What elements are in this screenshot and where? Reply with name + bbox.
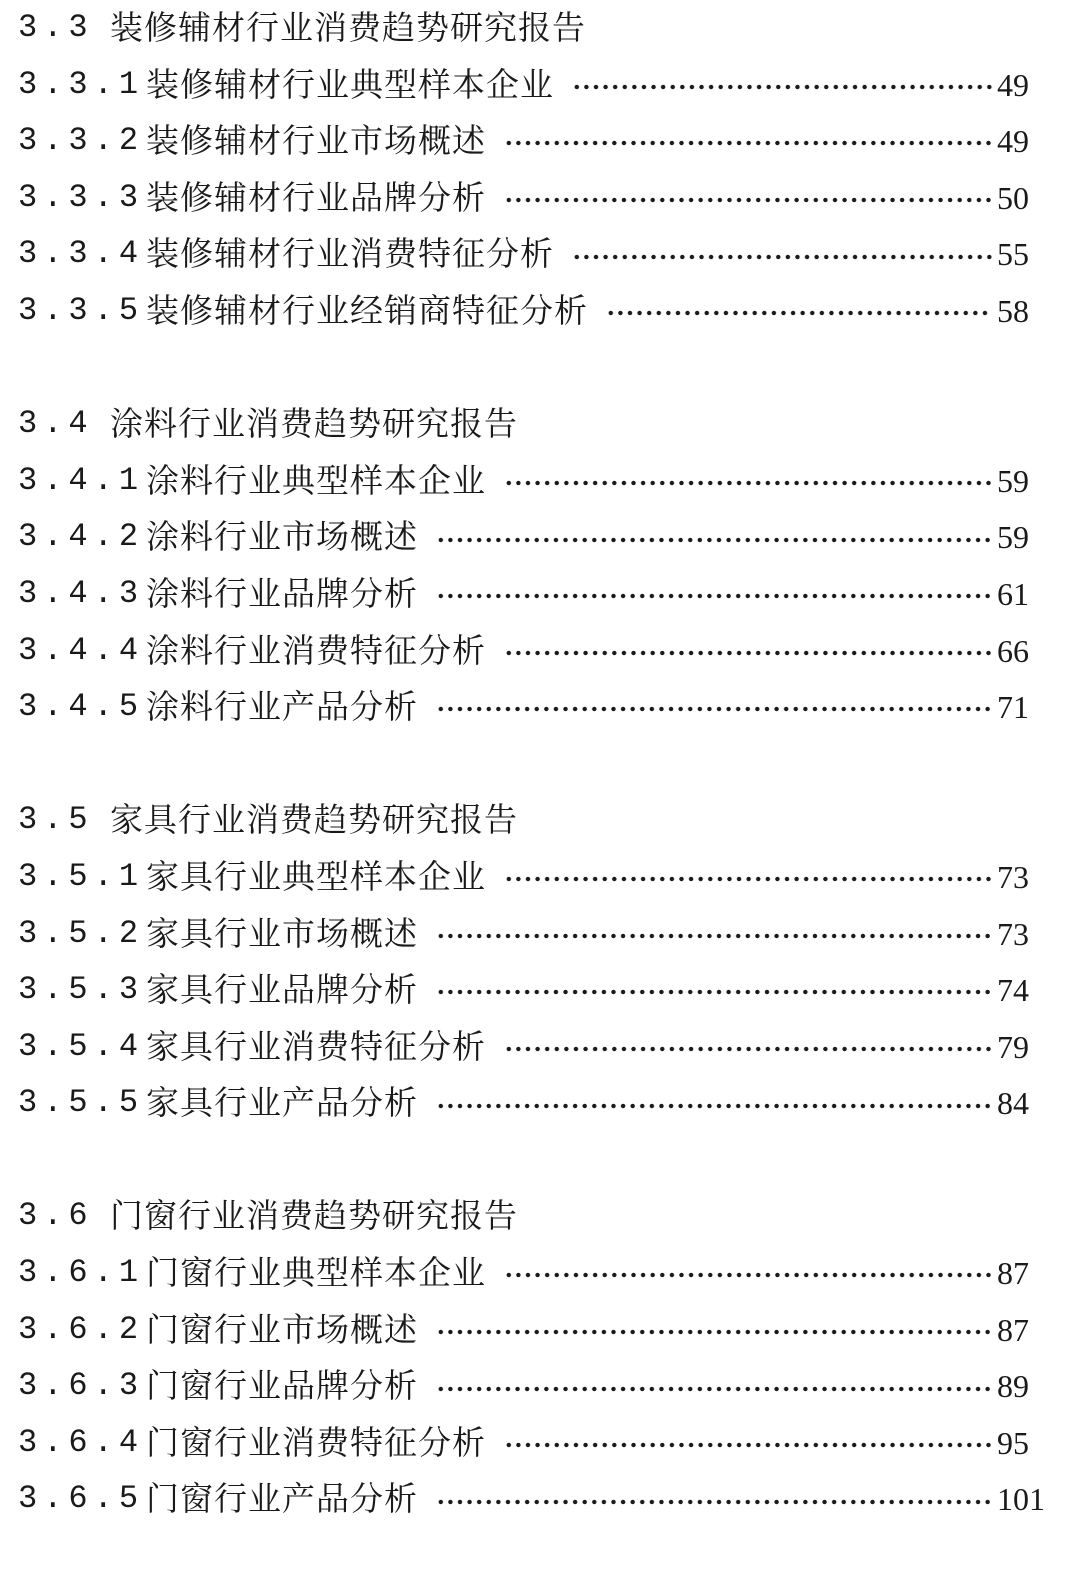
entry-page-number: 73	[997, 858, 1029, 895]
toc-entry[interactable]	[0, 1245, 1080, 1302]
entry-title: 门窗行业市场概述	[146, 1309, 418, 1349]
toc-entry[interactable]	[0, 1415, 1080, 1472]
dot-leader	[572, 84, 992, 90]
section-title: 门窗行业消费趋势研究报告	[110, 1196, 518, 1236]
toc-entry[interactable]	[0, 623, 1080, 680]
entry-page-number: 84	[997, 1085, 1029, 1122]
dot-leader	[606, 310, 992, 316]
entry-page-number: 66	[997, 632, 1029, 669]
toc-entry[interactable]	[0, 962, 1080, 1019]
entry-line	[146, 283, 1080, 340]
entry-page-number: 89	[997, 1368, 1029, 1405]
toc-entry[interactable]	[0, 113, 1080, 170]
entry-line	[146, 906, 1080, 963]
dot-leader	[504, 480, 992, 486]
toc-section	[0, 1188, 1080, 1528]
entry-page-number: 59	[997, 462, 1029, 499]
toc-entry[interactable]	[0, 679, 1080, 736]
dot-leader	[436, 537, 992, 543]
toc-entry[interactable]	[0, 283, 1080, 340]
dot-leader	[572, 254, 992, 260]
entry-number: 3.4.2	[18, 518, 145, 556]
dot-leader	[504, 876, 992, 882]
entry-page-number: 71	[997, 689, 1029, 726]
entry-page-number: 74	[997, 972, 1029, 1009]
entry-line	[146, 170, 1080, 227]
toc-section	[0, 792, 1080, 1132]
entry-title: 涂料行业产品分析	[146, 687, 418, 727]
toc-entry[interactable]	[0, 170, 1080, 227]
entry-title: 门窗行业消费特征分析	[146, 1422, 486, 1462]
entry-page-number: 79	[997, 1028, 1029, 1065]
entry-line	[146, 1075, 1080, 1132]
entry-title: 装修辅材行业品牌分析	[146, 177, 486, 217]
entry-number: 3.4.5	[18, 688, 145, 726]
entry-number: 3.4.3	[18, 574, 145, 612]
entry-title: 家具行业典型样本企业	[146, 856, 486, 896]
entry-title: 家具行业消费特征分析	[146, 1026, 486, 1066]
entry-page-number: 87	[997, 1255, 1029, 1292]
toc-entry[interactable]	[0, 1471, 1080, 1528]
entry-page-number: 49	[997, 66, 1029, 103]
entry-number: 3.6.2	[18, 1310, 145, 1348]
entry-page-number: 49	[997, 123, 1029, 160]
entry-title: 门窗行业品牌分析	[146, 1366, 418, 1406]
entry-title: 装修辅材行业消费特征分析	[146, 234, 554, 274]
dot-leader	[436, 593, 992, 599]
entry-number: 3.3.1	[18, 65, 145, 103]
dot-leader	[504, 1046, 992, 1052]
entry-line	[146, 1358, 1080, 1415]
section-title: 装修辅材行业消费趋势研究报告	[110, 8, 586, 47]
entry-number: 3.5.2	[18, 914, 145, 952]
section-number: 3.3	[18, 9, 94, 46]
entry-number: 3.4.1	[18, 461, 145, 499]
toc-entry[interactable]	[0, 849, 1080, 906]
section-number: 3.6	[18, 1197, 94, 1235]
dot-leader	[504, 1442, 992, 1448]
entry-page-number: 87	[997, 1311, 1029, 1348]
dot-leader	[504, 140, 992, 146]
entry-number: 3.5.5	[18, 1084, 145, 1122]
entry-page-number: 55	[997, 236, 1029, 273]
entry-page-number: 58	[997, 292, 1029, 329]
entry-page-number: 101	[997, 1481, 1045, 1518]
dot-leader	[504, 197, 992, 203]
entry-line	[146, 113, 1080, 170]
toc-entry[interactable]	[0, 1075, 1080, 1132]
entry-line	[146, 226, 1080, 283]
section-number: 3.4	[18, 405, 94, 443]
entry-number: 3.4.4	[18, 631, 145, 669]
entry-line	[146, 962, 1080, 1019]
section-number: 3.5	[18, 801, 94, 839]
section-title: 涂料行业消费趋势研究报告	[110, 404, 518, 444]
toc-entry[interactable]	[0, 1019, 1080, 1076]
entry-page-number: 73	[997, 915, 1029, 952]
entry-page-number: 95	[997, 1424, 1029, 1461]
entry-title: 装修辅材行业经销商特征分析	[146, 290, 588, 330]
toc-entry[interactable]	[0, 566, 1080, 623]
toc-section	[0, 0, 1080, 340]
toc-entry[interactable]	[0, 1302, 1080, 1359]
toc-entry[interactable]	[0, 906, 1080, 963]
entry-number: 3.3.3	[18, 178, 145, 216]
dot-leader	[436, 1499, 992, 1505]
entry-title: 家具行业产品分析	[146, 1083, 418, 1123]
entry-title: 涂料行业消费特征分析	[146, 630, 486, 670]
section-heading[interactable]	[0, 0, 1080, 57]
entry-title: 装修辅材行业典型样本企业	[146, 64, 554, 104]
toc-entry[interactable]	[0, 1358, 1080, 1415]
entry-title: 门窗行业产品分析	[146, 1479, 418, 1519]
entry-page-number: 50	[997, 179, 1029, 216]
entry-title: 涂料行业品牌分析	[146, 573, 418, 613]
entry-line	[146, 1245, 1080, 1302]
entry-line	[146, 849, 1080, 906]
section-title: 家具行业消费趋势研究报告	[110, 800, 518, 840]
entry-title: 涂料行业市场概述	[146, 517, 418, 557]
section-heading[interactable]	[0, 396, 1080, 453]
toc-entry[interactable]	[0, 509, 1080, 566]
entry-number: 3.6.5	[18, 1480, 145, 1518]
entry-number: 3.6.3	[18, 1367, 145, 1405]
entry-title: 家具行业市场概述	[146, 913, 418, 953]
entry-line	[146, 1471, 1080, 1528]
entry-line	[146, 623, 1080, 680]
toc-entry[interactable]	[0, 57, 1080, 114]
entry-line	[146, 1302, 1080, 1359]
dot-leader	[436, 989, 992, 995]
toc-section	[0, 396, 1080, 736]
section-heading[interactable]	[0, 1188, 1080, 1245]
entry-line	[146, 1415, 1080, 1472]
toc-entry[interactable]	[0, 453, 1080, 510]
entry-page-number: 59	[997, 519, 1029, 556]
dot-leader	[436, 706, 992, 712]
dot-leader	[504, 1272, 992, 1278]
dot-leader	[436, 1386, 992, 1392]
entry-line	[146, 453, 1080, 510]
entry-line	[146, 509, 1080, 566]
entry-title: 门窗行业典型样本企业	[146, 1253, 486, 1293]
entry-number: 3.6.1	[18, 1254, 145, 1292]
entry-line	[146, 679, 1080, 736]
entry-page-number: 61	[997, 575, 1029, 612]
entry-title: 涂料行业典型样本企业	[146, 460, 486, 500]
dot-leader	[504, 650, 992, 656]
entry-number: 3.3.5	[18, 291, 145, 329]
entry-number: 3.6.4	[18, 1423, 145, 1461]
entry-number: 3.5.3	[18, 971, 145, 1009]
dot-leader	[436, 933, 992, 939]
entry-line	[146, 1019, 1080, 1076]
dot-leader	[436, 1329, 992, 1335]
toc-entry[interactable]	[0, 226, 1080, 283]
entry-number: 3.5.1	[18, 857, 145, 895]
entry-title: 家具行业品牌分析	[146, 970, 418, 1010]
entry-line	[146, 57, 1080, 114]
entry-number: 3.5.4	[18, 1027, 145, 1065]
entry-title: 装修辅材行业市场概述	[146, 121, 486, 161]
dot-leader	[436, 1103, 992, 1109]
entry-line	[146, 566, 1080, 623]
entry-number: 3.3.4	[18, 235, 145, 273]
entry-number: 3.3.2	[18, 122, 145, 160]
section-heading[interactable]	[0, 792, 1080, 849]
